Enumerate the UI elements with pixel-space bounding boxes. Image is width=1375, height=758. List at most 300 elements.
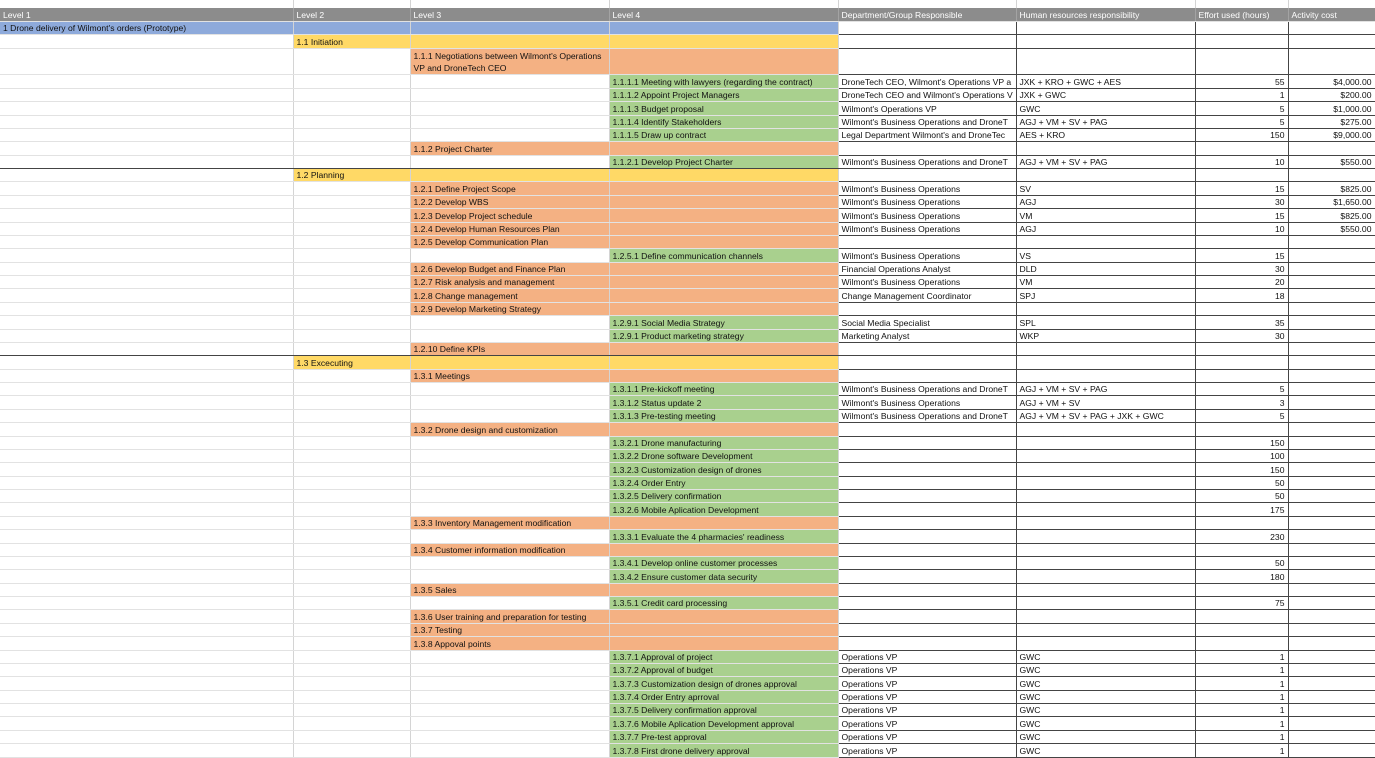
cell[interactable] — [0, 209, 293, 222]
cell[interactable] — [0, 530, 293, 543]
cell[interactable] — [838, 356, 1016, 369]
cell[interactable] — [609, 35, 838, 48]
cell[interactable]: 1.3.1.3 Pre-testing meeting — [609, 409, 838, 422]
cell[interactable] — [410, 490, 609, 503]
cell[interactable] — [410, 556, 609, 569]
cell[interactable] — [0, 409, 293, 422]
cell[interactable]: 5 — [1195, 115, 1288, 128]
cell[interactable]: 150 — [1195, 463, 1288, 476]
cell[interactable] — [609, 356, 838, 369]
cell[interactable] — [0, 369, 293, 382]
cell[interactable] — [609, 369, 838, 382]
cell[interactable]: 30 — [1195, 329, 1288, 342]
cell[interactable] — [838, 516, 1016, 529]
cell[interactable]: AGJ — [1016, 222, 1195, 235]
cell[interactable] — [293, 423, 410, 436]
cell[interactable] — [293, 610, 410, 623]
cell[interactable] — [838, 423, 1016, 436]
cell[interactable]: 1.3.7.3 Customization design of drones approval — [609, 677, 838, 690]
cell[interactable] — [609, 182, 838, 195]
cell[interactable] — [293, 503, 410, 516]
cell[interactable] — [293, 128, 410, 141]
cell[interactable] — [838, 302, 1016, 315]
cell[interactable] — [609, 276, 838, 289]
cell[interactable] — [609, 583, 838, 596]
cell[interactable]: GWC — [1016, 744, 1195, 757]
cell[interactable]: 1.1.1 Negotiations between Wilmont's Operations VP and DroneTech CEO — [410, 48, 609, 75]
cell[interactable]: Wilmont's Business Operations — [838, 396, 1016, 409]
cell[interactable]: 1.3.4.2 Ensure customer data security — [609, 570, 838, 583]
cell[interactable]: 1 — [1195, 650, 1288, 663]
cell[interactable] — [0, 115, 293, 128]
cell[interactable] — [0, 128, 293, 141]
cell[interactable] — [293, 182, 410, 195]
cell[interactable]: $550.00 — [1288, 155, 1375, 168]
cell[interactable] — [1016, 463, 1195, 476]
cell[interactable] — [0, 155, 293, 168]
cell[interactable] — [410, 663, 609, 676]
cell[interactable] — [293, 409, 410, 422]
cell[interactable] — [0, 663, 293, 676]
cell[interactable] — [609, 342, 838, 355]
cell[interactable]: 1.2.9 Develop Marketing Strategy — [410, 302, 609, 315]
cell[interactable] — [293, 516, 410, 529]
cell[interactable]: $825.00 — [1288, 209, 1375, 222]
cell[interactable] — [293, 637, 410, 650]
cell[interactable] — [1195, 342, 1288, 355]
header-cell[interactable]: Department/Group Responsible — [838, 8, 1016, 21]
cell[interactable]: AGJ — [1016, 195, 1195, 208]
cell[interactable]: Wilmont's Business Operations and DroneT — [838, 409, 1016, 422]
cell[interactable] — [293, 490, 410, 503]
cell[interactable] — [609, 209, 838, 222]
cell[interactable]: 1 — [1195, 717, 1288, 730]
cell[interactable] — [1195, 235, 1288, 248]
cell[interactable] — [410, 329, 609, 342]
cell[interactable] — [0, 677, 293, 690]
cell[interactable]: 1.3.2.6 Mobile Aplication Development — [609, 503, 838, 516]
cell[interactable]: 5 — [1195, 409, 1288, 422]
cell[interactable] — [293, 583, 410, 596]
cell[interactable] — [609, 423, 838, 436]
cell[interactable] — [1288, 503, 1375, 516]
cell[interactable]: 10 — [1195, 155, 1288, 168]
cell[interactable] — [1016, 583, 1195, 596]
cell[interactable] — [410, 530, 609, 543]
cell[interactable] — [838, 543, 1016, 556]
cell[interactable]: 1.3.1.1 Pre-kickoff meeting — [609, 383, 838, 396]
cell[interactable]: Wilmont's Business Operations — [838, 249, 1016, 262]
cell[interactable]: Operations VP — [838, 650, 1016, 663]
cell[interactable] — [1288, 650, 1375, 663]
cell[interactable] — [838, 436, 1016, 449]
cell[interactable]: 1.3.1.2 Status update 2 — [609, 396, 838, 409]
cell[interactable]: 1.2.9.1 Social Media Strategy — [609, 316, 838, 329]
cell[interactable] — [1016, 597, 1195, 610]
cell[interactable] — [1016, 637, 1195, 650]
cell[interactable]: Wilmont's Operations VP — [838, 102, 1016, 115]
cell[interactable]: $1,650.00 — [1288, 195, 1375, 208]
cell[interactable] — [1288, 597, 1375, 610]
cell[interactable] — [0, 169, 293, 182]
cell[interactable]: Operations VP — [838, 704, 1016, 717]
cell[interactable] — [609, 235, 838, 248]
cell[interactable] — [609, 169, 838, 182]
cell[interactable] — [410, 75, 609, 88]
cell[interactable] — [0, 704, 293, 717]
cell[interactable] — [838, 48, 1016, 75]
cell[interactable] — [838, 142, 1016, 155]
cell[interactable]: Wilmont's Business Operations — [838, 222, 1016, 235]
cell[interactable] — [1288, 516, 1375, 529]
cell[interactable]: $1,000.00 — [1288, 102, 1375, 115]
cell[interactable] — [293, 476, 410, 489]
cell[interactable]: GWC — [1016, 704, 1195, 717]
cell[interactable]: 1.3.3 Inventory Management modification — [410, 516, 609, 529]
cell[interactable]: GWC — [1016, 717, 1195, 730]
cell[interactable] — [410, 690, 609, 703]
cell[interactable]: SPL — [1016, 316, 1195, 329]
cell[interactable] — [1288, 369, 1375, 382]
cell[interactable] — [0, 396, 293, 409]
cell[interactable] — [0, 717, 293, 730]
cell[interactable] — [293, 88, 410, 101]
cell[interactable] — [838, 570, 1016, 583]
cell[interactable] — [0, 610, 293, 623]
cell[interactable] — [293, 623, 410, 636]
cell[interactable]: 180 — [1195, 570, 1288, 583]
cell[interactable] — [838, 637, 1016, 650]
cell[interactable]: 30 — [1195, 262, 1288, 275]
cell[interactable] — [0, 744, 293, 757]
cell[interactable] — [0, 262, 293, 275]
cell[interactable] — [609, 262, 838, 275]
cell[interactable] — [293, 449, 410, 462]
cell[interactable]: SV — [1016, 182, 1195, 195]
header-cell[interactable]: Activity cost — [1288, 8, 1375, 21]
cell[interactable] — [1288, 744, 1375, 757]
cell[interactable] — [1195, 169, 1288, 182]
header-cell[interactable]: Level 3 — [410, 8, 609, 21]
cell[interactable] — [1195, 356, 1288, 369]
cell[interactable] — [1195, 142, 1288, 155]
cell[interactable]: 75 — [1195, 597, 1288, 610]
cell[interactable] — [0, 436, 293, 449]
cell[interactable] — [1288, 610, 1375, 623]
cell[interactable] — [293, 249, 410, 262]
cell[interactable] — [293, 142, 410, 155]
cell[interactable]: $825.00 — [1288, 182, 1375, 195]
cell[interactable] — [0, 289, 293, 302]
cell[interactable]: SPJ — [1016, 289, 1195, 302]
cell[interactable] — [293, 48, 410, 75]
cell[interactable] — [1288, 35, 1375, 48]
cell[interactable] — [1288, 289, 1375, 302]
cell[interactable] — [293, 369, 410, 382]
cell[interactable] — [1288, 530, 1375, 543]
cell[interactable] — [0, 102, 293, 115]
cell[interactable] — [293, 663, 410, 676]
cell[interactable]: Wilmont's Business Operations — [838, 182, 1016, 195]
cell[interactable] — [293, 556, 410, 569]
cell[interactable] — [293, 730, 410, 743]
cell[interactable] — [293, 316, 410, 329]
cell[interactable]: 1.3.7.1 Approval of project — [609, 650, 838, 663]
cell[interactable] — [1016, 490, 1195, 503]
cell[interactable] — [293, 717, 410, 730]
cell[interactable] — [410, 249, 609, 262]
cell[interactable]: 15 — [1195, 209, 1288, 222]
cell[interactable] — [0, 730, 293, 743]
cell[interactable] — [293, 597, 410, 610]
cell[interactable] — [1288, 235, 1375, 248]
cell[interactable]: Operations VP — [838, 690, 1016, 703]
cell[interactable] — [0, 516, 293, 529]
cell[interactable] — [1016, 543, 1195, 556]
cell[interactable] — [0, 222, 293, 235]
cell[interactable] — [1288, 730, 1375, 743]
cell[interactable]: 1.2.6 Develop Budget and Finance Plan — [410, 262, 609, 275]
cell[interactable]: Legal Department Wilmont's and DroneTec — [838, 128, 1016, 141]
cell[interactable]: Operations VP — [838, 717, 1016, 730]
cell[interactable] — [293, 570, 410, 583]
cell[interactable]: DroneTech CEO and Wilmont's Operations V — [838, 88, 1016, 101]
cell[interactable] — [838, 235, 1016, 248]
cell[interactable]: GWC — [1016, 650, 1195, 663]
cell[interactable] — [410, 449, 609, 462]
cell[interactable]: WKP — [1016, 329, 1195, 342]
cell[interactable]: Operations VP — [838, 677, 1016, 690]
cell[interactable] — [0, 329, 293, 342]
cell[interactable] — [1288, 663, 1375, 676]
cell[interactable] — [1288, 690, 1375, 703]
cell[interactable]: GWC — [1016, 663, 1195, 676]
cell[interactable]: 50 — [1195, 556, 1288, 569]
cell[interactable] — [410, 169, 609, 182]
cell[interactable]: 1.2.5.1 Define communication channels — [609, 249, 838, 262]
header-cell[interactable]: Level 1 — [0, 8, 293, 21]
cell[interactable] — [293, 650, 410, 663]
cell[interactable]: VS — [1016, 249, 1195, 262]
cell[interactable] — [1016, 476, 1195, 489]
cell[interactable]: $200.00 — [1288, 88, 1375, 101]
cell[interactable]: Change Management Coordinator — [838, 289, 1016, 302]
cell[interactable]: JXK + KRO + GWC + AES — [1016, 75, 1195, 88]
cell[interactable] — [0, 490, 293, 503]
cell[interactable] — [410, 704, 609, 717]
cell[interactable] — [838, 503, 1016, 516]
cell[interactable]: 15 — [1195, 182, 1288, 195]
cell[interactable] — [1288, 396, 1375, 409]
cell[interactable]: 10 — [1195, 222, 1288, 235]
cell[interactable] — [1288, 717, 1375, 730]
cell[interactable] — [1195, 423, 1288, 436]
cell[interactable] — [838, 530, 1016, 543]
header-cell[interactable]: Effort used (hours) — [1195, 8, 1288, 21]
cell[interactable] — [0, 650, 293, 663]
cell[interactable] — [1195, 48, 1288, 75]
header-cell[interactable]: Level 2 — [293, 8, 410, 21]
cell[interactable]: Operations VP — [838, 730, 1016, 743]
cell[interactable] — [1288, 342, 1375, 355]
cell[interactable]: Wilmont's Business Operations — [838, 195, 1016, 208]
cell[interactable]: 1.2.5 Develop Communication Plan — [410, 235, 609, 248]
cell[interactable] — [0, 597, 293, 610]
cell[interactable]: $550.00 — [1288, 222, 1375, 235]
cell[interactable]: AGJ + VM + SV + PAG — [1016, 115, 1195, 128]
cell[interactable] — [609, 142, 838, 155]
cell[interactable] — [0, 623, 293, 636]
cell[interactable] — [410, 396, 609, 409]
cell[interactable] — [1195, 583, 1288, 596]
cell[interactable]: 3 — [1195, 396, 1288, 409]
cell[interactable] — [293, 222, 410, 235]
cell[interactable] — [838, 597, 1016, 610]
cell[interactable] — [1288, 249, 1375, 262]
cell[interactable] — [1288, 583, 1375, 596]
cell[interactable] — [293, 21, 410, 34]
cell[interactable] — [0, 342, 293, 355]
cell[interactable] — [293, 302, 410, 315]
cell[interactable] — [1016, 610, 1195, 623]
cell[interactable] — [609, 289, 838, 302]
cell[interactable] — [293, 262, 410, 275]
cell[interactable] — [1288, 409, 1375, 422]
cell[interactable] — [410, 128, 609, 141]
cell[interactable] — [1288, 570, 1375, 583]
cell[interactable] — [838, 583, 1016, 596]
cell[interactable] — [293, 209, 410, 222]
cell[interactable]: GWC — [1016, 730, 1195, 743]
cell[interactable] — [410, 436, 609, 449]
cell[interactable]: 1 — [1195, 730, 1288, 743]
cell[interactable] — [0, 35, 293, 48]
cell[interactable] — [1195, 543, 1288, 556]
cell[interactable]: 35 — [1195, 316, 1288, 329]
cell[interactable]: AES + KRO — [1016, 128, 1195, 141]
cell[interactable]: 1.3.2 Drone design and customization — [410, 423, 609, 436]
cell[interactable] — [609, 21, 838, 34]
cell[interactable] — [838, 449, 1016, 462]
cell[interactable] — [293, 342, 410, 355]
cell[interactable] — [1016, 142, 1195, 155]
cell[interactable]: 100 — [1195, 449, 1288, 462]
cell[interactable]: 1.1.1.5 Draw up contract — [609, 128, 838, 141]
cell[interactable] — [0, 570, 293, 583]
cell[interactable] — [1195, 369, 1288, 382]
cell[interactable] — [838, 463, 1016, 476]
cell[interactable]: 30 — [1195, 195, 1288, 208]
cell[interactable]: 1.3.7 Testing — [410, 623, 609, 636]
cell[interactable] — [410, 476, 609, 489]
cell[interactable] — [1016, 235, 1195, 248]
cell[interactable]: 1 Drone delivery of Wilmont's orders (Prototype) — [0, 21, 293, 34]
cell[interactable]: 1.3.4 Customer information modification — [410, 543, 609, 556]
cell[interactable] — [1288, 704, 1375, 717]
cell[interactable] — [1288, 316, 1375, 329]
cell[interactable] — [293, 690, 410, 703]
cell[interactable] — [1195, 623, 1288, 636]
cell[interactable] — [1288, 476, 1375, 489]
cell[interactable] — [1016, 48, 1195, 75]
cell[interactable]: VM — [1016, 276, 1195, 289]
cell[interactable] — [1016, 556, 1195, 569]
cell[interactable] — [0, 423, 293, 436]
cell[interactable] — [0, 88, 293, 101]
cell[interactable]: 15 — [1195, 249, 1288, 262]
cell[interactable]: 1 — [1195, 663, 1288, 676]
cell[interactable]: 1.3.2.3 Customization design of drones — [609, 463, 838, 476]
cell[interactable] — [293, 677, 410, 690]
cell[interactable]: 1 — [1195, 88, 1288, 101]
cell[interactable]: 1.3.6 User training and preparation for testing — [410, 610, 609, 623]
cell[interactable] — [0, 356, 293, 369]
cell[interactable] — [293, 195, 410, 208]
cell[interactable]: 1.2.10 Define KPIs — [410, 342, 609, 355]
cell[interactable] — [838, 369, 1016, 382]
cell[interactable]: 1 — [1195, 677, 1288, 690]
cell[interactable] — [1288, 637, 1375, 650]
cell[interactable] — [410, 88, 609, 101]
cell[interactable]: Operations VP — [838, 744, 1016, 757]
cell[interactable] — [0, 182, 293, 195]
cell[interactable] — [1288, 262, 1375, 275]
cell[interactable] — [0, 637, 293, 650]
cell[interactable] — [609, 222, 838, 235]
cell[interactable] — [293, 543, 410, 556]
cell[interactable] — [293, 115, 410, 128]
cell[interactable]: Marketing Analyst — [838, 329, 1016, 342]
cell[interactable]: 5 — [1195, 383, 1288, 396]
cell[interactable] — [1288, 490, 1375, 503]
cell[interactable] — [1288, 623, 1375, 636]
cell[interactable]: 1.3.8 Appoval points — [410, 637, 609, 650]
cell[interactable]: 1.3.5 Sales — [410, 583, 609, 596]
cell[interactable]: 5 — [1195, 102, 1288, 115]
cell[interactable]: GWC — [1016, 677, 1195, 690]
cell[interactable]: 20 — [1195, 276, 1288, 289]
cell[interactable] — [0, 690, 293, 703]
cell[interactable] — [293, 463, 410, 476]
cell[interactable]: JXK + GWC — [1016, 88, 1195, 101]
cell[interactable]: 1.3.2.2 Drone software Development — [609, 449, 838, 462]
cell[interactable]: $4,000.00 — [1288, 75, 1375, 88]
cell[interactable] — [410, 102, 609, 115]
cell[interactable] — [0, 142, 293, 155]
cell[interactable] — [410, 650, 609, 663]
cell[interactable] — [293, 329, 410, 342]
cell[interactable] — [0, 75, 293, 88]
cell[interactable] — [1016, 35, 1195, 48]
cell[interactable] — [1288, 169, 1375, 182]
cell[interactable] — [1016, 369, 1195, 382]
cell[interactable] — [1288, 449, 1375, 462]
cell[interactable] — [410, 383, 609, 396]
cell[interactable] — [0, 48, 293, 75]
cell[interactable] — [293, 530, 410, 543]
cell[interactable]: 1.2.4 Develop Human Resources Plan — [410, 222, 609, 235]
cell[interactable] — [410, 717, 609, 730]
header-cell[interactable]: Human resources responsibility — [1016, 8, 1195, 21]
cell[interactable] — [410, 21, 609, 34]
cell[interactable] — [410, 115, 609, 128]
cell[interactable]: 1.2.8 Change management — [410, 289, 609, 302]
cell[interactable] — [1288, 463, 1375, 476]
cell[interactable] — [1288, 677, 1375, 690]
cell[interactable] — [838, 342, 1016, 355]
cell[interactable]: 1.3.4.1 Develop online customer processes — [609, 556, 838, 569]
cell[interactable] — [1195, 35, 1288, 48]
